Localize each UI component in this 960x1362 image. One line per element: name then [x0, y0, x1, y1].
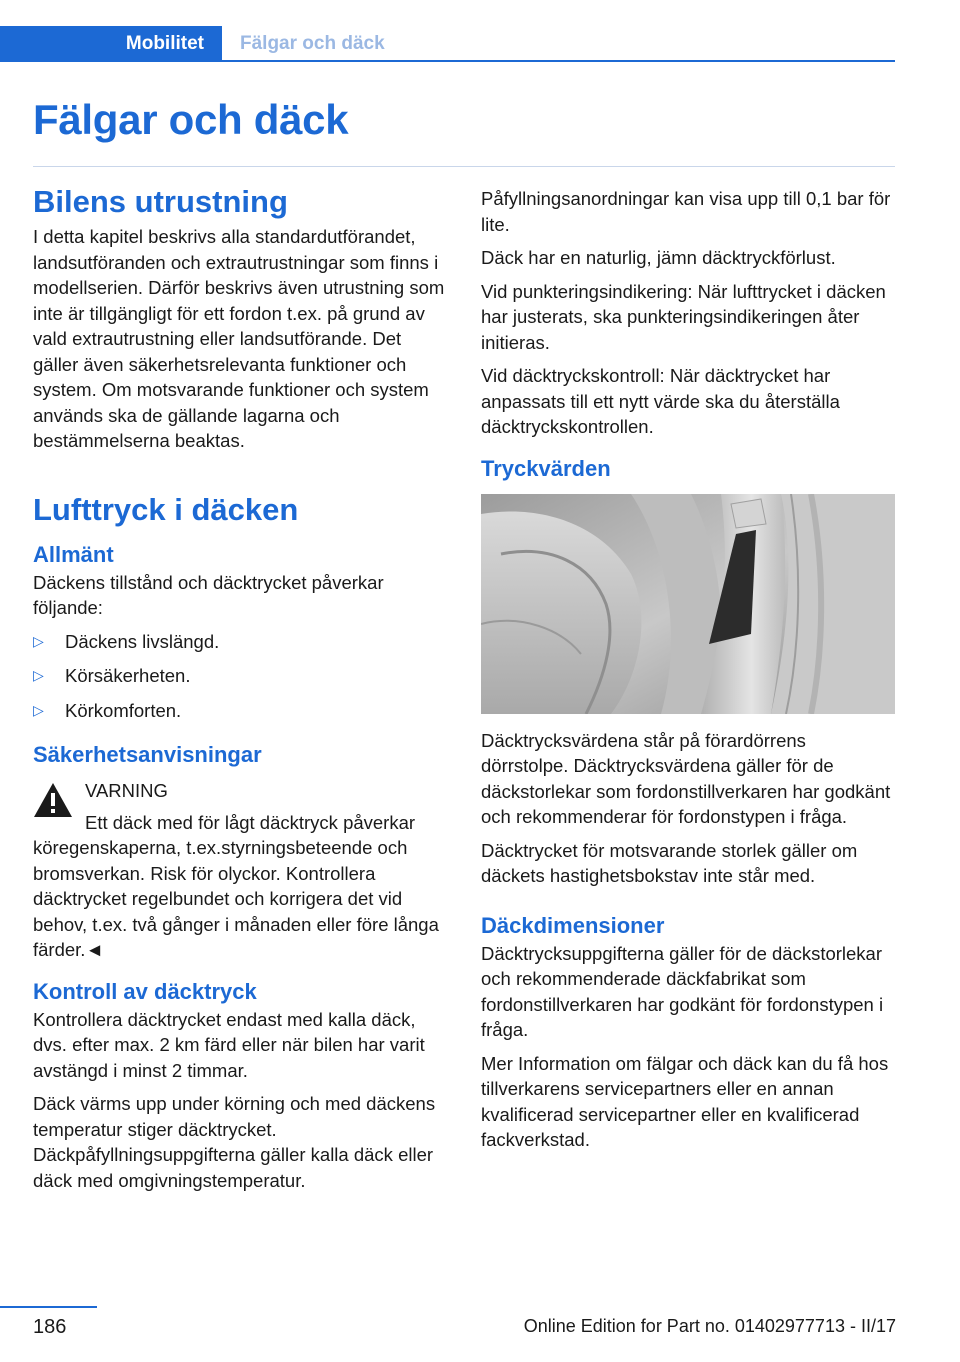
- effects-list: [33, 629, 449, 724]
- list-item: ▷ Körsäkerheten.: [33, 663, 449, 689]
- list-item: ▷ Däckens livslängd.: [33, 629, 449, 655]
- chapter-tab: Fälgar och däck: [240, 33, 385, 54]
- check-heading: Kontroll av däcktryck: [33, 978, 257, 1004]
- title-divider: [33, 166, 895, 167]
- triangle-bullet-icon: ▷: [33, 632, 44, 649]
- pressure-heading: Lufttryck i däcken: [33, 491, 299, 527]
- footer-rule: [0, 1306, 97, 1308]
- warning-block: [33, 778, 449, 835]
- edition-label: Online Edition for Part no. 01402977713 - II/17: [523, 1316, 896, 1336]
- page-title: Fälgar och däck: [33, 96, 349, 143]
- triangle-bullet-icon: ▷: [33, 667, 44, 683]
- fill-device-text: Påfyllningsanordningar kan visa upp till 0,1 bar för lite.: [481, 188, 891, 235]
- equipment-heading: Bilens utrustning: [33, 184, 288, 219]
- values-text-1: Däcktrycksvärdena står på förardörrens dörrstolpe. Däcktrycksvärdena gäller för de däckstorlekar som fordonstillverkaren har godkänt och rekommenderar för fordonstypen i fråga.: [481, 729, 891, 827]
- general-heading: Allmänt: [33, 541, 114, 567]
- left-column: [33, 180, 449, 1193]
- general-text: Däckens tillstånd och däcktrycket påverkar följande:: [33, 571, 384, 618]
- values-heading: Tryckvärden: [481, 455, 611, 481]
- values-text-2: Däcktrycket för motsvarande storlek gäller om däckets hastighetsbokstav inte står med.: [481, 839, 858, 886]
- warning-text: köregenskaperna, t.ex.styrningsbeteende och bromsverkan. Risk för olyckor. Kontrollera däcktrycket regelbundet och korrigera det vid behov, t.ex. två gånger i månaden eller före långa färder.◄: [33, 837, 439, 960]
- dimensions-heading: Däckdimensioner: [481, 912, 665, 938]
- right-column: [481, 186, 897, 1153]
- warning-label: VARNING: [85, 780, 168, 801]
- check-text-2: Däck värms upp under körning och med däckens temperatur stiger däcktrycket. Däckpåfyllningsuppgifterna gäller kalla däck eller däck med omgivningstemperatur.: [33, 1093, 436, 1191]
- dimensions-text-2: Mer Information om fälgar och däck kan du få hos tillverkarens servicepartners eller en annan kvalificerad servicepartner eller en kvalificerad fackverkstad.: [481, 1052, 889, 1150]
- door-pillar-photo: [481, 494, 895, 714]
- triangle-bullet-icon: ▷: [33, 701, 44, 718]
- warning-triangle-icon: [33, 778, 85, 823]
- pressure-control-text: Vid däcktryckskontroll: När däcktrycket har anpassats till ett nytt värde ska du återställa däcktryckskontrollen.: [481, 365, 840, 437]
- dimensions-text-1: Däcktrycksuppgifterna gäller för de däckstorlekar och rekommenderade däckfabrikat som fordonstillverkaren har godkänt för fordonstypen i fråga.: [481, 942, 884, 1040]
- list-item: ▷ Körkomforten.: [33, 698, 449, 724]
- equipment-text: I detta kapitel beskrivs alla standardutförandet, landsutföranden och extrautrustningar som finns i modellserien. Därför beskrivs även utrustning som inte är tillgängligt för ett fordon t.ex. på grund av vald extrautrustning eller landsutförande. Det gäller även säkerhetsrelevanta funktioner och system. Om motsvarande funktioner och system används ska de gällande lagarna och bestämmelserna beaktas.: [33, 226, 445, 451]
- puncture-text: Vid punkteringsindikering: När lufttrycket i däcken har justerats, ska punkteringsindikeringen åter initieras.: [481, 280, 886, 353]
- page-number: 186: [33, 1316, 67, 1338]
- check-text-1: Kontrollera däcktrycket endast med kalla däck, dvs. efter max. 2 km färd eller när bilen har varit avstängd i minst 2 timmar.: [33, 1008, 425, 1081]
- pressure-loss-text: Däck har en naturlig, jämn däcktryckförlust.: [481, 247, 836, 268]
- header-rule: [0, 60, 895, 62]
- section-tab: Mobilitet: [0, 26, 222, 62]
- safety-heading: Säkerhetsanvisningar: [33, 742, 262, 767]
- warning-text-first: Ett däck med för lågt däcktryck påverkar: [85, 811, 416, 833]
